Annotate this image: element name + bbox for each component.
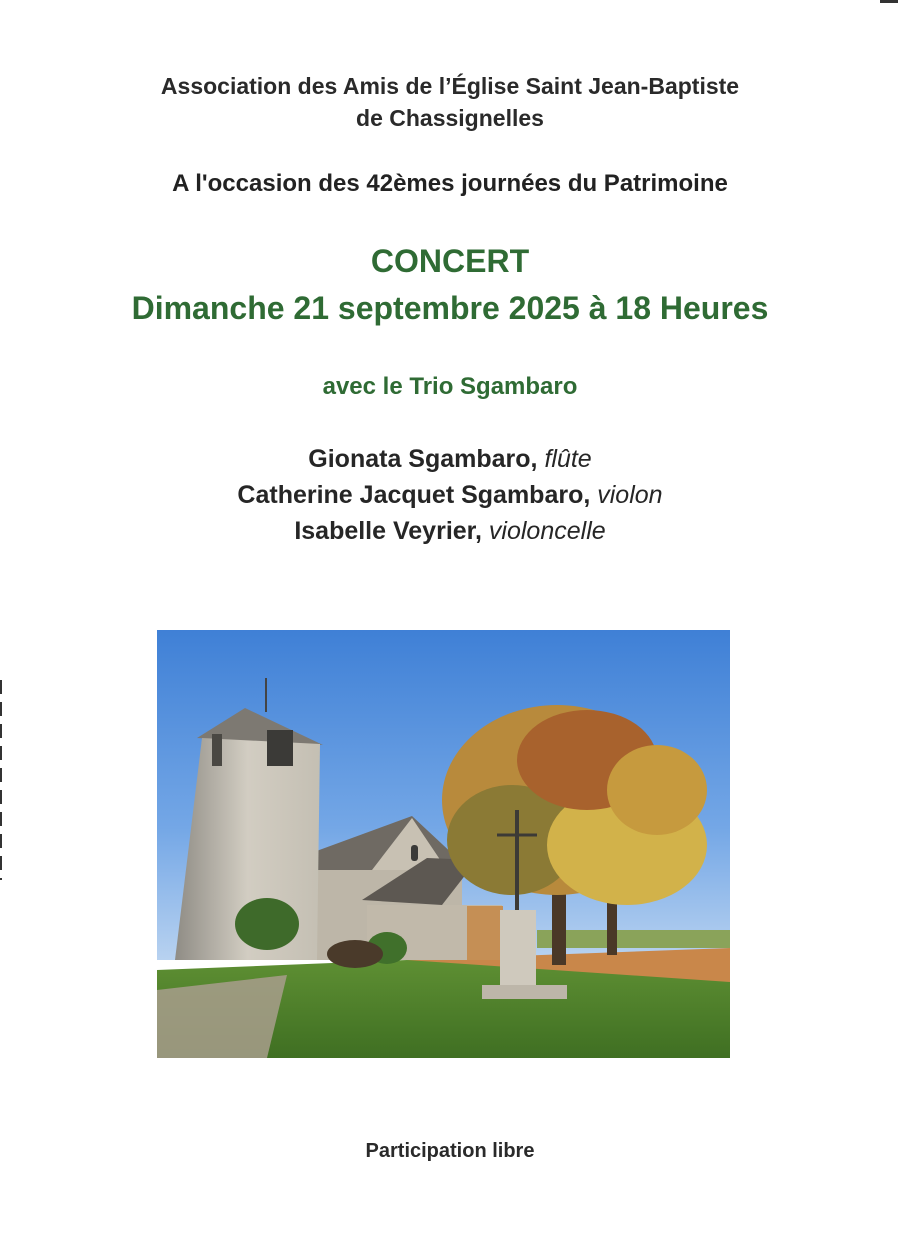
event-date: Dimanche 21 septembre 2025 à 18 Heures <box>131 290 769 326</box>
church-window <box>411 845 418 861</box>
performer-name: Gionata Sgambaro, <box>308 445 538 473</box>
organization-line-2: de Chassignelles <box>356 105 544 131</box>
shrub <box>327 940 383 968</box>
performer-instrument: flûte <box>544 445 592 473</box>
tower-louver-left <box>212 734 222 766</box>
tree-canopy <box>607 745 707 835</box>
performer-name: Catherine Jacquet Sgambaro, <box>237 481 591 509</box>
church-door <box>467 906 503 960</box>
occasion-line: A l'occasion des 42èmes journées du Patrimoine <box>172 170 728 197</box>
cross-base <box>482 985 567 999</box>
performer-name: Isabelle Veyrier, <box>294 517 482 545</box>
performer-row <box>0 513 900 549</box>
performers-list <box>0 441 900 549</box>
performer-row <box>0 477 900 513</box>
scan-mark <box>0 680 2 880</box>
participation-note: Participation libre <box>365 1140 535 1162</box>
tree-trunk-2 <box>607 900 617 955</box>
event-title: CONCERT <box>370 243 530 279</box>
scan-mark <box>880 0 898 3</box>
shrub <box>235 898 299 950</box>
performer-row <box>0 441 900 477</box>
tower-louver <box>267 730 293 766</box>
organization-line-1: Association des Amis de l’Église Saint Jean-Baptiste <box>160 73 740 99</box>
organization-name <box>0 70 900 134</box>
performer-instrument: violon <box>597 481 663 509</box>
ensemble-name: avec le Trio Sgambaro <box>322 373 578 400</box>
performer-instrument: violoncelle <box>488 517 606 545</box>
cross-pedestal <box>500 910 536 988</box>
church-photo <box>157 630 730 1058</box>
